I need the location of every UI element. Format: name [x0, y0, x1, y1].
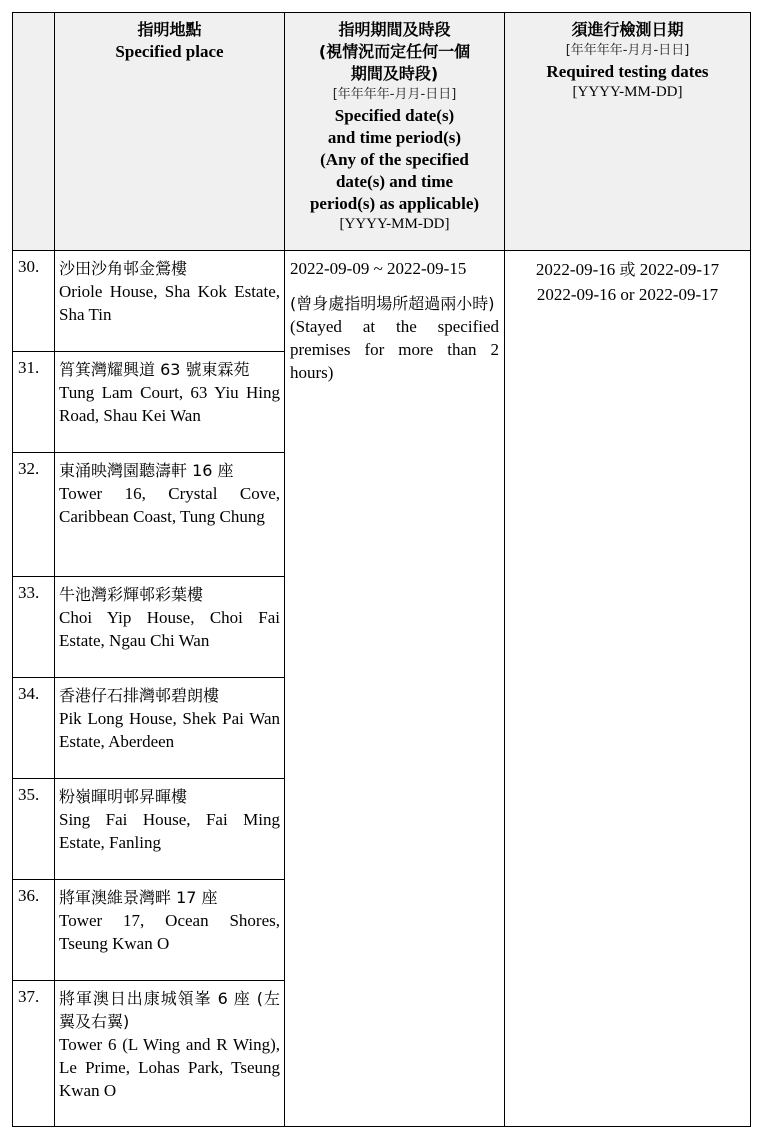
- header-number-cell: [13, 13, 55, 251]
- period-cell: [285, 251, 505, 1127]
- header-period-en-5: period(s) as applicable): [309, 194, 480, 213]
- header-place-en: Specified place: [115, 42, 224, 61]
- place-name-en: Tower 16, Crystal Cove, Caribbean Coast, Tung Chung: [59, 484, 280, 526]
- testing-date-or-zh: 或: [619, 260, 636, 279]
- place-cell: [55, 251, 285, 352]
- row-number: 36.: [13, 880, 55, 981]
- place-cell: [55, 779, 285, 880]
- testing-dates-zh-line: [509, 257, 746, 282]
- place-name-zh: 粉嶺暉明邨昇暉樓: [59, 787, 188, 806]
- header-dates-format-zh: [年年年年-月月-日日]: [565, 43, 690, 58]
- place-name-en: Oriole House, Sha Kok Estate, Sha Tin: [59, 282, 280, 324]
- specified-places-table: [12, 12, 751, 1127]
- header-dates-zh: 須進行檢測日期: [571, 20, 684, 39]
- header-place-zh: 指明地點: [137, 20, 202, 39]
- place-name-zh: 香港仔石排灣邨碧朗樓: [59, 686, 220, 705]
- header-period-zh-3: 期間及時段): [350, 64, 439, 83]
- place-name-zh: 筲箕灣耀興道 63 號東霖苑: [59, 360, 250, 379]
- table-row: [13, 251, 751, 352]
- place-cell: [55, 880, 285, 981]
- header-place-cell: [55, 13, 285, 251]
- place-name-zh: 將軍澳維景灣畔 17 座: [59, 888, 218, 907]
- table-header-row: [13, 13, 751, 251]
- row-number: 33.: [13, 577, 55, 678]
- header-period-cell: [285, 13, 505, 251]
- testing-date-b: 2022-09-17: [639, 260, 720, 279]
- header-period-format-en: [YYYY-MM-DD]: [339, 216, 450, 232]
- place-name-zh: 牛池灣彩輝邨彩葉樓: [59, 585, 204, 604]
- place-name-en: Tower 17, Ocean Shores, Tseung Kwan O: [59, 911, 280, 953]
- place-cell: [55, 678, 285, 779]
- header-period-en-4: date(s) and time: [335, 172, 454, 191]
- row-number: 30.: [13, 251, 55, 352]
- place-name-zh: 將軍澳日出康城領峯 6 座 (左翼及右翼): [59, 989, 280, 1031]
- period-note-zh: (曾身處指明場所超過兩小時): [290, 294, 495, 313]
- place-name-en: Tower 6 (L Wing and R Wing), Le Prime, Lohas Park, Tseung Kwan O: [59, 1035, 280, 1100]
- period-note-en: (Stayed at the specified premises for more than 2 hours): [290, 317, 499, 382]
- header-period-en-1: Specified date(s): [334, 106, 455, 125]
- header-dates-cell: [505, 13, 751, 251]
- header-period-en-2: and time period(s): [327, 128, 462, 147]
- place-cell: [55, 981, 285, 1127]
- place-cell: [55, 352, 285, 453]
- testing-date-a: 2022-09-16: [535, 260, 616, 279]
- header-period-zh-2: (視情況而定任何一個: [318, 42, 471, 61]
- row-number: 31.: [13, 352, 55, 453]
- header-period-zh-1: 指明期間及時段: [338, 20, 451, 39]
- header-dates-format-en: [YYYY-MM-DD]: [572, 84, 683, 100]
- row-number: 34.: [13, 678, 55, 779]
- place-name-en: Tung Lam Court, 63 Yiu Hing Road, Shau Kei Wan: [59, 383, 280, 425]
- header-dates-en: Required testing dates: [546, 62, 709, 81]
- place-cell: [55, 453, 285, 577]
- place-cell: [55, 577, 285, 678]
- place-name-zh: 東涌映灣園聽濤軒 16 座: [59, 461, 234, 480]
- row-number: 32.: [13, 453, 55, 577]
- row-number: 37.: [13, 981, 55, 1127]
- testing-dates-cell: [505, 251, 751, 1127]
- period-range: 2022-09-09 ~ 2022-09-15: [290, 259, 467, 278]
- header-period-en-3: (Any of the specified: [320, 150, 469, 169]
- place-name-en: Sing Fai House, Fai Ming Estate, Fanling: [59, 810, 280, 852]
- place-name-en: Pik Long House, Shek Pai Wan Estate, Aberdeen: [59, 709, 280, 751]
- row-number: 35.: [13, 779, 55, 880]
- place-name-en: Choi Yip House, Choi Fai Estate, Ngau Chi Wan: [59, 608, 280, 650]
- place-name-zh: 沙田沙角邨金鶯樓: [59, 259, 188, 278]
- testing-dates-en-line: 2022-09-16 or 2022-09-17: [536, 285, 719, 304]
- header-period-format-zh: [年年年年-月月-日日]: [332, 87, 457, 102]
